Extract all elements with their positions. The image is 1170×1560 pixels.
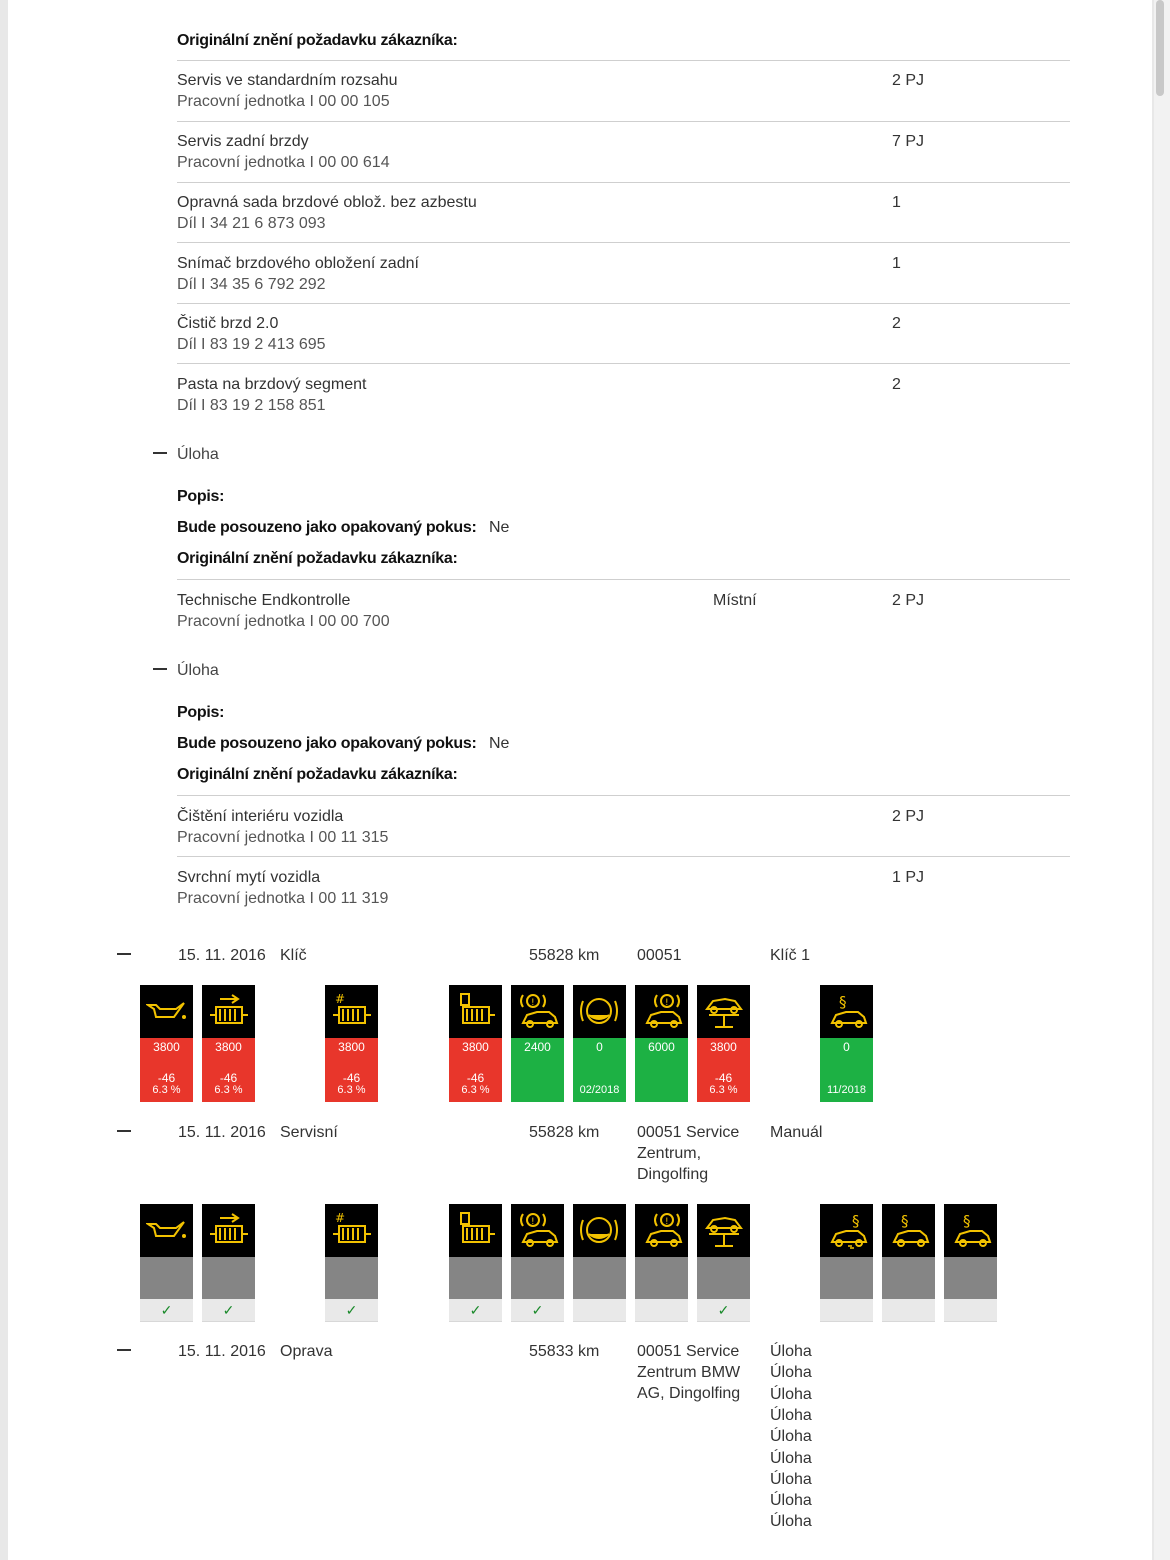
collapse-toggle[interactable] [153, 452, 167, 454]
item-number: Díl I 83 19 2 158 851 [177, 397, 326, 414]
check-mark-icon: ✓ [511, 1299, 564, 1322]
check-empty [882, 1299, 935, 1322]
repair-task-link[interactable]: Úloha [770, 1343, 812, 1360]
remaining-distance: 3800 [338, 1040, 365, 1054]
service-status-red [449, 1038, 502, 1102]
scrollbar-thumb[interactable] [1156, 0, 1164, 96]
brake-fluid-icon [573, 985, 626, 1038]
item-number: Pracovní jednotka I 00 00 700 [177, 613, 390, 630]
service-status-green [573, 1038, 626, 1102]
original-request-label: Originální znění požadavku zákazníka: [177, 32, 458, 49]
entry-type: Servisní [280, 1124, 338, 1141]
entry-service-center-line: Dingolfing [637, 1166, 709, 1183]
entry-service-center-line: Zentrum, [637, 1145, 702, 1162]
entry-extra: Klíč 1 [770, 947, 811, 964]
svg-text:§: § [963, 1212, 971, 1230]
svg-text:!: ! [531, 998, 535, 1008]
service-status-empty [140, 1257, 193, 1299]
service-tile[interactable] [944, 1204, 997, 1321]
service-tile[interactable] [635, 1204, 688, 1321]
emissions-inspection-icon [820, 1204, 873, 1257]
oil-icon [140, 1204, 193, 1257]
service-status-empty [449, 1257, 502, 1299]
item-name: Technische Endkontrolle [177, 592, 351, 609]
entry-mileage: 55828 km [529, 1124, 600, 1141]
svg-text:§: § [839, 993, 847, 1011]
entry-extra: Manuál [770, 1124, 823, 1141]
service-status-empty [882, 1257, 935, 1299]
entry-type: Klíč [280, 947, 307, 964]
service-status-empty [944, 1257, 997, 1299]
remaining-info: 11/2018 [827, 1084, 866, 1096]
remaining-info: 6.3 % [461, 1084, 490, 1096]
service-tile[interactable] [697, 1204, 750, 1321]
item-number: Díl I 83 19 2 413 695 [177, 336, 326, 353]
service-tile[interactable] [573, 985, 626, 1102]
svg-text:!: ! [665, 1217, 669, 1227]
check-empty [944, 1299, 997, 1322]
item-quantity: 2 [892, 315, 901, 332]
engine-air-filter-icon [202, 1204, 255, 1257]
service-status-red [140, 1038, 193, 1102]
service-tile[interactable] [140, 985, 193, 1102]
divider [177, 579, 1070, 580]
remaining-days: -46 [714, 1071, 733, 1085]
divider [177, 795, 1070, 796]
cabin-filter-icon [325, 1204, 378, 1257]
collapse-toggle[interactable] [117, 953, 131, 955]
service-tile[interactable] [202, 1204, 255, 1321]
service-status-empty [202, 1257, 255, 1299]
entry-service-center-line: AG, Dingolfing [637, 1385, 741, 1402]
remaining-days: -46 [157, 1071, 176, 1085]
remaining-distance: 3800 [710, 1040, 737, 1054]
repair-task-link[interactable]: Úloha [770, 1385, 812, 1403]
entry-service-center-line: 00051 Service [637, 1124, 740, 1141]
fuel-filter-icon [449, 1204, 502, 1257]
service-tile[interactable] [882, 1204, 935, 1321]
service-tile[interactable] [449, 1204, 502, 1321]
collapse-toggle[interactable] [117, 1349, 131, 1351]
description-label: Popis: [177, 704, 225, 721]
service-tile[interactable] [325, 1204, 378, 1321]
repair-task-link[interactable]: Úloha [770, 1513, 812, 1531]
description-label: Popis: [177, 488, 225, 505]
divider [177, 363, 1070, 364]
remaining-info: 6.3 % [214, 1084, 243, 1096]
svg-text:#: # [335, 992, 346, 1006]
check-mark-icon: ✓ [449, 1299, 502, 1322]
remaining-info: 6.3 % [337, 1084, 366, 1096]
service-tile[interactable] [202, 985, 255, 1102]
service-status-green [820, 1038, 873, 1102]
entry-date: 15. 11. 2016 [178, 1343, 266, 1360]
brake-fluid-icon [573, 1204, 626, 1257]
item-number: Pracovní jednotka I 00 11 319 [177, 890, 389, 907]
item-name: Servis zadní brzdy [177, 133, 309, 150]
svg-text:!: ! [531, 1217, 535, 1227]
item-number: Pracovní jednotka I 00 00 614 [177, 154, 390, 171]
check-mark-icon: ✓ [140, 1299, 193, 1322]
remaining-distance: 3800 [215, 1040, 242, 1054]
item-name: Opravná sada brzdové oblož. bez azbestu [177, 194, 477, 211]
service-tile[interactable] [697, 985, 750, 1102]
divider [177, 856, 1070, 857]
service-status-empty [325, 1257, 378, 1299]
item-quantity: 2 [892, 376, 901, 393]
item-quantity: 2 PJ [892, 808, 925, 825]
collapse-toggle[interactable] [117, 1130, 131, 1132]
item-number: Díl I 34 35 6 792 292 [177, 276, 326, 293]
entry-service-center-line: Zentrum BMW [637, 1364, 741, 1381]
service-tile[interactable] [140, 1204, 193, 1321]
item-name: Svrchní mytí vozidla [177, 869, 321, 886]
item-quantity: 1 [892, 194, 901, 211]
engine-air-filter-icon [202, 985, 255, 1038]
service-status-red [325, 1038, 378, 1102]
check-mark-icon: ✓ [697, 1299, 750, 1322]
item-place: Místní [713, 592, 757, 609]
rear-brakes-icon [635, 1204, 688, 1257]
service-status-empty [697, 1257, 750, 1299]
service-tile[interactable] [449, 985, 502, 1102]
repair-task-link[interactable]: Úloha [770, 1470, 812, 1488]
repair-task-link[interactable]: Úloha [770, 1492, 812, 1510]
service-status-empty [511, 1257, 564, 1299]
entry-date: 15. 11. 2016 [178, 1124, 266, 1141]
remaining-distance: 0 [596, 1040, 603, 1054]
repeat-attempt-value: Ne [489, 519, 510, 536]
repair-task-link[interactable]: Úloha [770, 1364, 812, 1382]
item-quantity: 2 PJ [892, 592, 925, 609]
service-status-green [511, 1038, 564, 1102]
service-tile[interactable] [325, 985, 378, 1102]
remaining-info: 6.3 % [152, 1084, 181, 1096]
repeat-attempt-value: Ne [489, 735, 510, 752]
task-title[interactable]: Úloha [177, 662, 219, 679]
service-status-green [635, 1038, 688, 1102]
entry-service-center: 00051 [637, 947, 682, 964]
service-tile[interactable] [511, 1204, 564, 1321]
repeat-attempt-label: Bude posouzeno jako opakovaný pokus: [177, 735, 477, 752]
task-title[interactable]: Úloha [177, 446, 219, 463]
remaining-distance: 2400 [524, 1040, 551, 1054]
service-status-empty [820, 1257, 873, 1299]
scrollbar[interactable] [1154, 0, 1170, 1560]
service-tile[interactable] [573, 1204, 626, 1321]
item-number: Díl I 34 21 6 873 093 [177, 215, 326, 232]
vehicle-check-icon [697, 1204, 750, 1257]
repair-task-link[interactable]: Úloha [770, 1428, 812, 1446]
front-brakes-icon [511, 985, 564, 1038]
divider [177, 121, 1070, 122]
service-status-red [697, 1038, 750, 1102]
service-tile[interactable] [511, 985, 564, 1102]
divider [177, 60, 1070, 61]
cabin-filter-icon [325, 985, 378, 1038]
remaining-distance: 0 [843, 1040, 850, 1054]
front-brakes-icon [511, 1204, 564, 1257]
repair-task-link[interactable]: Úloha [770, 1406, 812, 1424]
statutory-inspection-icon [944, 1204, 997, 1257]
item-quantity: 1 [892, 255, 901, 272]
check-empty [635, 1299, 688, 1322]
svg-text:!: ! [665, 998, 669, 1008]
statutory-inspection-icon [820, 985, 873, 1038]
original-request-label: Originální znění požadavku zákazníka: [177, 550, 458, 567]
item-name: Servis ve standardním rozsahu [177, 72, 398, 89]
original-request-label: Originální znění požadavku zákazníka: [177, 766, 458, 783]
fuel-filter-icon [449, 985, 502, 1038]
service-tile[interactable] [635, 985, 688, 1102]
check-empty [820, 1299, 873, 1322]
entry-service-center-line: 00051 Service [637, 1343, 740, 1360]
remaining-days: -46 [466, 1071, 485, 1085]
item-quantity: 2 PJ [892, 72, 925, 89]
remaining-info: 02/2018 [579, 1084, 620, 1096]
divider [177, 303, 1070, 304]
oil-icon [140, 985, 193, 1038]
divider [177, 182, 1070, 183]
check-empty [573, 1299, 626, 1322]
item-number: Pracovní jednotka I 00 00 105 [177, 93, 390, 110]
item-quantity: 1 PJ [892, 869, 925, 886]
item-number: Pracovní jednotka I 00 11 315 [177, 829, 389, 846]
remaining-days: -46 [219, 1071, 238, 1085]
svg-text:§: § [901, 1212, 909, 1230]
check-mark-icon: ✓ [202, 1299, 255, 1322]
item-quantity: 7 PJ [892, 133, 925, 150]
svg-text:§: § [852, 1212, 860, 1230]
item-name: Snímač brzdového obložení zadní [177, 255, 419, 272]
statutory-inspection-icon [882, 1204, 935, 1257]
item-name: Čištění interiéru vozidla [177, 808, 344, 825]
remaining-info: 6.3 % [709, 1084, 738, 1096]
entry-mileage: 55833 km [529, 1343, 600, 1360]
check-mark-icon: ✓ [325, 1299, 378, 1322]
rear-brakes-icon [635, 985, 688, 1038]
entry-mileage: 55828 km [529, 947, 600, 964]
service-tile[interactable] [820, 985, 873, 1102]
collapse-toggle[interactable] [153, 668, 167, 670]
service-tile[interactable] [820, 1204, 873, 1321]
remaining-days: -46 [342, 1071, 361, 1085]
item-name: Čistič brzd 2.0 [177, 315, 279, 332]
remaining-distance: 3800 [462, 1040, 489, 1054]
item-name: Pasta na brzdový segment [177, 376, 367, 393]
vehicle-check-icon [697, 985, 750, 1038]
entry-date: 15. 11. 2016 [178, 947, 266, 964]
service-status-empty [635, 1257, 688, 1299]
remaining-distance: 3800 [153, 1040, 180, 1054]
service-status-red [202, 1038, 255, 1102]
entry-type: Oprava [280, 1343, 333, 1360]
service-status-empty [573, 1257, 626, 1299]
svg-text:#: # [335, 1211, 346, 1225]
divider [177, 242, 1070, 243]
repair-task-link[interactable]: Úloha [770, 1449, 812, 1467]
repeat-attempt-label: Bude posouzeno jako opakovaný pokus: [177, 519, 477, 536]
remaining-distance: 6000 [648, 1040, 675, 1054]
